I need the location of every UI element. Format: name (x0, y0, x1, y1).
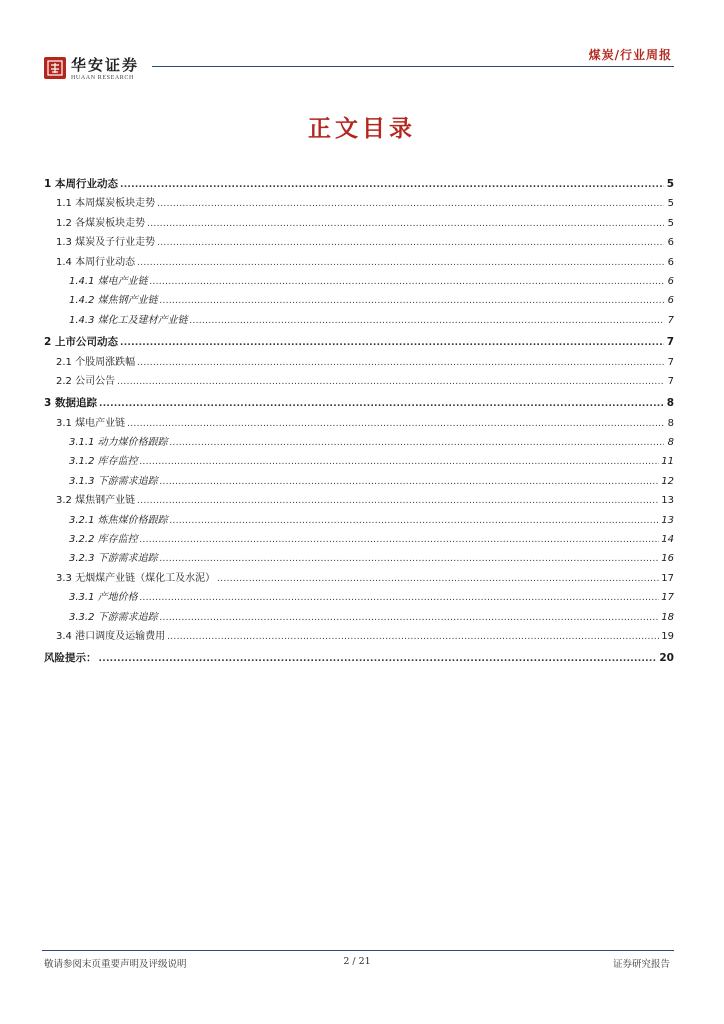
toc-entry-label: 1.4 本周行业动态 (56, 256, 136, 268)
toc-entry-label: 3.2.3 下游需求追踪 (69, 553, 158, 565)
footer-divider (42, 950, 674, 951)
page-number: 2 / 21 (343, 956, 371, 967)
toc-entry-page: 16 (661, 553, 674, 565)
toc-entry-page: 6 (667, 237, 674, 249)
toc-entry-label: 1.4.1 煤电产业链 (69, 275, 148, 287)
toc-entry-page: 20 (659, 652, 674, 665)
toc-entry-label: 1.4.2 煤焦钢产业链 (69, 295, 158, 307)
toc-entry-page: 14 (661, 534, 674, 546)
toc-entry-page: 11 (661, 456, 674, 468)
company-logo (44, 57, 139, 82)
toc-entry-page: 5 (667, 198, 674, 210)
toc-dot-leader (140, 589, 660, 608)
toc-entry-page: 8 (666, 397, 674, 410)
toc-entry-page: 13 (661, 514, 674, 526)
toc-dot-leader (99, 395, 664, 414)
toc-entry[interactable] (44, 214, 674, 233)
toc-entry-page: 7 (667, 375, 674, 387)
toc-dot-leader (140, 531, 660, 550)
toc-entry-label: 3.3.1 产地价格 (69, 592, 138, 604)
toc-entry-label: 3.1.3 下游需求追踪 (69, 475, 158, 487)
toc-entry[interactable] (44, 233, 674, 252)
toc-dot-leader (137, 254, 664, 273)
toc-dot-leader (160, 609, 660, 628)
toc-entry[interactable] (44, 194, 674, 213)
toc-entry-label: 3 数据追踪 (44, 397, 97, 410)
toc-dot-leader (167, 628, 659, 647)
toc-entry[interactable] (44, 253, 674, 272)
seal-glyph-icon (46, 59, 64, 77)
toc-entry[interactable] (44, 414, 674, 433)
toc-entry-page: 5 (666, 178, 674, 190)
toc-dot-leader (137, 492, 659, 511)
toc-entry-label: 1.2 各煤炭板块走势 (56, 217, 146, 229)
toc-entry[interactable] (44, 175, 674, 194)
toc-entry-page: 17 (661, 572, 674, 584)
toc-dot-leader (160, 550, 660, 569)
header-divider (152, 66, 674, 67)
footer-disclaimer: 敬请参阅末页重要声明及评级说明 (44, 959, 187, 970)
toc-entry-label: 2.1 个股周涨跌幅 (56, 356, 136, 368)
toc-entry-page: 12 (661, 475, 674, 487)
toc-entry-label: 2.2 公司公告 (56, 375, 116, 387)
logo-seal-icon (44, 57, 66, 79)
toc-entry[interactable] (44, 372, 674, 391)
toc-dot-leader (99, 650, 658, 669)
toc-entry-page: 18 (661, 611, 674, 623)
toc-entry[interactable] (44, 394, 674, 413)
toc-entry[interactable] (44, 649, 674, 668)
toc-dot-leader (170, 512, 660, 531)
toc-dot-leader (160, 292, 664, 311)
toc-entry[interactable] (44, 569, 674, 588)
toc-dot-leader (190, 312, 664, 331)
toc-entry[interactable] (44, 511, 674, 530)
toc-entry[interactable] (44, 627, 674, 646)
toc-entry-page: 19 (661, 630, 674, 642)
toc-entry-label: 3.1.1 动力煤价格跟踪 (69, 437, 168, 449)
toc-dot-leader (170, 434, 664, 453)
toc-entry-label: 1.4.3 煤化工及建材产业链 (69, 314, 188, 326)
footer-report-type: 证券研究报告 (612, 959, 670, 970)
toc-entry[interactable] (44, 452, 674, 471)
toc-entry[interactable] (44, 433, 674, 452)
page-title: 正文目录 (308, 115, 416, 142)
toc-entry-page: 8 (667, 417, 674, 429)
toc-dot-leader (147, 215, 664, 234)
toc-entry-label: 1.3 煤炭及子行业走势 (56, 237, 156, 249)
toc-entry-page: 5 (667, 217, 674, 229)
toc-dot-leader (140, 453, 660, 472)
toc-entry-page: 17 (661, 592, 674, 604)
toc-entry-page: 7 (667, 356, 674, 368)
toc-entry-page: 7 (667, 314, 674, 326)
toc-entry-page: 8 (667, 437, 674, 449)
toc-entry-page: 6 (667, 275, 674, 287)
toc-entry-label: 3.3 无烟煤产业链（煤化工及水泥） (56, 572, 216, 584)
toc-entry-label: 1.1 本周煤炭板块走势 (56, 198, 156, 210)
toc-entry[interactable] (44, 608, 674, 627)
logo-english-name: HUAAN RESEARCH (71, 75, 134, 81)
toc-entry[interactable] (44, 549, 674, 568)
toc-entry-label: 3.2.2 库存监控 (69, 534, 138, 546)
report-category: 煤炭/行业周报 (588, 48, 672, 62)
toc-entry[interactable] (44, 472, 674, 491)
toc-entry-page: 6 (667, 295, 674, 307)
toc-entry-label: 1 本周行业动态 (44, 178, 118, 190)
toc-entry-label: 3.3.2 下游需求追踪 (69, 611, 158, 623)
toc-dot-leader (150, 273, 664, 292)
toc-entry-page: 6 (667, 256, 674, 268)
toc-dot-leader (160, 473, 660, 492)
toc-entry[interactable] (44, 291, 674, 310)
toc-dot-leader (120, 176, 664, 195)
toc-entry-page: 13 (661, 495, 674, 507)
toc-entry[interactable] (44, 272, 674, 291)
toc-dot-leader (137, 354, 664, 373)
toc-entry-label: 3.2 煤焦钢产业链 (56, 495, 136, 507)
toc-entry[interactable] (44, 530, 674, 549)
toc-entry-label: 3.2.1 炼焦煤价格跟踪 (69, 514, 168, 526)
logo-chinese-name: 华安证券 (71, 56, 140, 74)
toc-dot-leader (217, 570, 659, 589)
toc-dot-leader (127, 415, 664, 434)
toc-entry[interactable] (44, 353, 674, 372)
toc-entry-page: 7 (666, 336, 674, 349)
toc-entry[interactable] (44, 588, 674, 607)
toc-dot-leader (120, 334, 664, 353)
toc-entry[interactable] (44, 311, 674, 330)
toc-entry-label: 3.1.2 库存监控 (69, 456, 138, 468)
toc-entry[interactable] (44, 333, 674, 352)
toc-entry[interactable] (44, 491, 674, 510)
toc-dot-leader (157, 234, 664, 253)
table-of-contents (44, 172, 674, 669)
toc-entry-label: 3.4 港口调度及运输费用 (56, 630, 166, 642)
toc-entry-label: 3.1 煤电产业链 (56, 417, 126, 429)
toc-dot-leader (157, 195, 664, 214)
toc-entry-label: 风险提示： (44, 652, 97, 665)
toc-dot-leader (117, 373, 664, 392)
toc-entry-label: 2 上市公司动态 (44, 336, 118, 349)
